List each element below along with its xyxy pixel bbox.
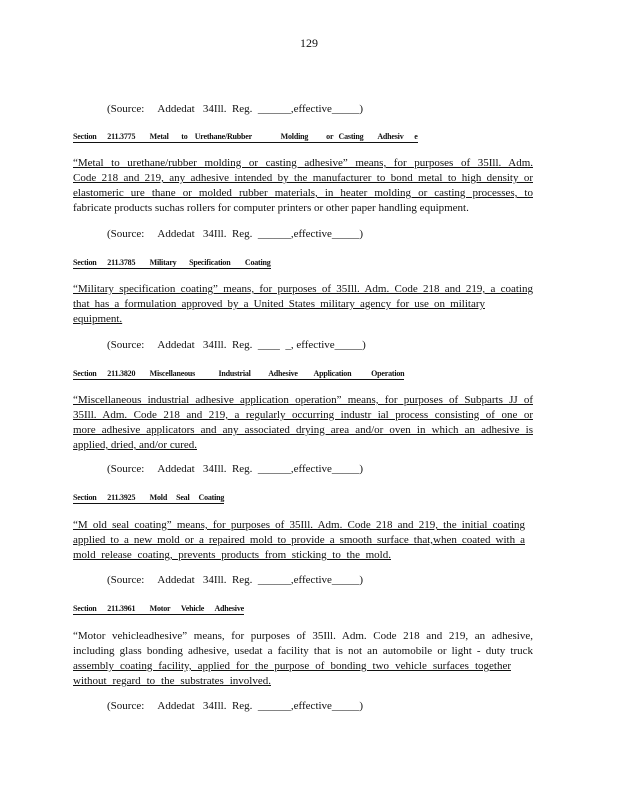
- source-note: (Source: Addedat 34Ill. Reg. ______,effective_____): [107, 103, 364, 115]
- section-heading-text: Section 211.3775 Metal to Urethane/Rubber Molding or Casting Adhesiv e: [73, 132, 418, 141]
- definition-paragraph: [73, 518, 533, 563]
- paragraph-line: more adhesive applicators and any associated drying area and/or oven in which an adhesive is: [73, 424, 533, 436]
- section-heading: [73, 493, 224, 502]
- paragraph-line: “Military specification coating” means, for purposes of 35Ill. Adm. Code 218 and 219, a coating: [73, 283, 533, 295]
- section-heading: [73, 132, 418, 141]
- paragraph-line: applied to a new mold or a repaired mold to provide a smooth surface that,when coated with a: [73, 534, 525, 546]
- paragraph-line: including glass bonding adhesive, usedat a facility that is not an automobile or light - duty truck: [73, 645, 533, 657]
- source-note: (Source: Addedat 34Ill. Reg. ______,effective_____): [107, 700, 364, 712]
- definition-paragraph: [73, 393, 533, 453]
- definition-paragraph: [73, 282, 533, 327]
- source-note: (Source: Addedat 34Ill. Reg. ______,effective_____): [107, 228, 364, 240]
- section-heading: [73, 369, 404, 378]
- paragraph-line: assembly coating facility, applied for the purpose of bonding two vehicle surfaces together: [73, 660, 511, 672]
- source-note: (Source: Addedat 34Ill. Reg. ______,effective_____): [107, 574, 364, 586]
- definition-paragraph: [73, 629, 533, 689]
- paragraph-line: equipment.: [73, 313, 123, 325]
- section-heading-text: Section 211.3925 Mold Seal Coating: [73, 493, 225, 502]
- page-number: 129: [300, 36, 318, 50]
- section-heading-text: Section 211.3961 Motor Vehicle Adhesive: [73, 604, 244, 613]
- paragraph-line: 35Ill. Adm. Code 218 and 219, a regularly occurring industr ial process consisting of one or: [73, 409, 533, 421]
- paragraph-line: without regard to the substrates involved.: [73, 675, 271, 687]
- paragraph-line: “M old seal coating” means, for purposes of 35Ill. Adm. Code 218 and 219, the initial coating: [73, 519, 525, 531]
- paragraph-line: elastomeric ure thane or molded rubber materials, in heater molding or casting processes, to: [73, 187, 533, 199]
- paragraph-line: “Miscellaneous industrial adhesive application operation” means, for purposes of Subparts JJ of: [73, 394, 533, 406]
- source-note: (Source: Addedat 34Ill. Reg. ______,effective_____): [107, 463, 364, 475]
- source-note: (Source: Addedat 34Ill. Reg. ____ _, effective_____): [107, 339, 366, 351]
- paragraph-line: Code 218 and 219, any adhesive intended by the manufacturer to bond metal to high density or: [73, 172, 533, 184]
- paragraph-line: “Metal to urethane/rubber molding or casting adhesive” means, for purposes of 35Ill. Adm.: [73, 157, 533, 169]
- section-heading-text: Section 211.3820 Miscellaneous Industrial Adhesive Application Operation: [73, 369, 405, 378]
- paragraph-line: mold release coating, prevents products from sticking to the mold.: [73, 549, 391, 561]
- paragraph-line: fabricate products suchas rollers for computer printers or other paper handling equipment.: [73, 202, 469, 214]
- paragraph-line: that has a formulation approved by a United States military agency for use on military: [73, 298, 485, 310]
- paragraph-line: applied, dried, and/or cured.: [73, 439, 198, 451]
- definition-paragraph: [73, 156, 533, 216]
- section-heading: [73, 604, 244, 613]
- section-heading-text: Section 211.3785 Military Specification Coating: [73, 258, 271, 267]
- paragraph-line: “Motor vehicleadhesive” means, for purposes of 35Ill. Adm. Code 218 and 219, an adhesive,: [73, 630, 533, 642]
- section-heading: [73, 258, 271, 267]
